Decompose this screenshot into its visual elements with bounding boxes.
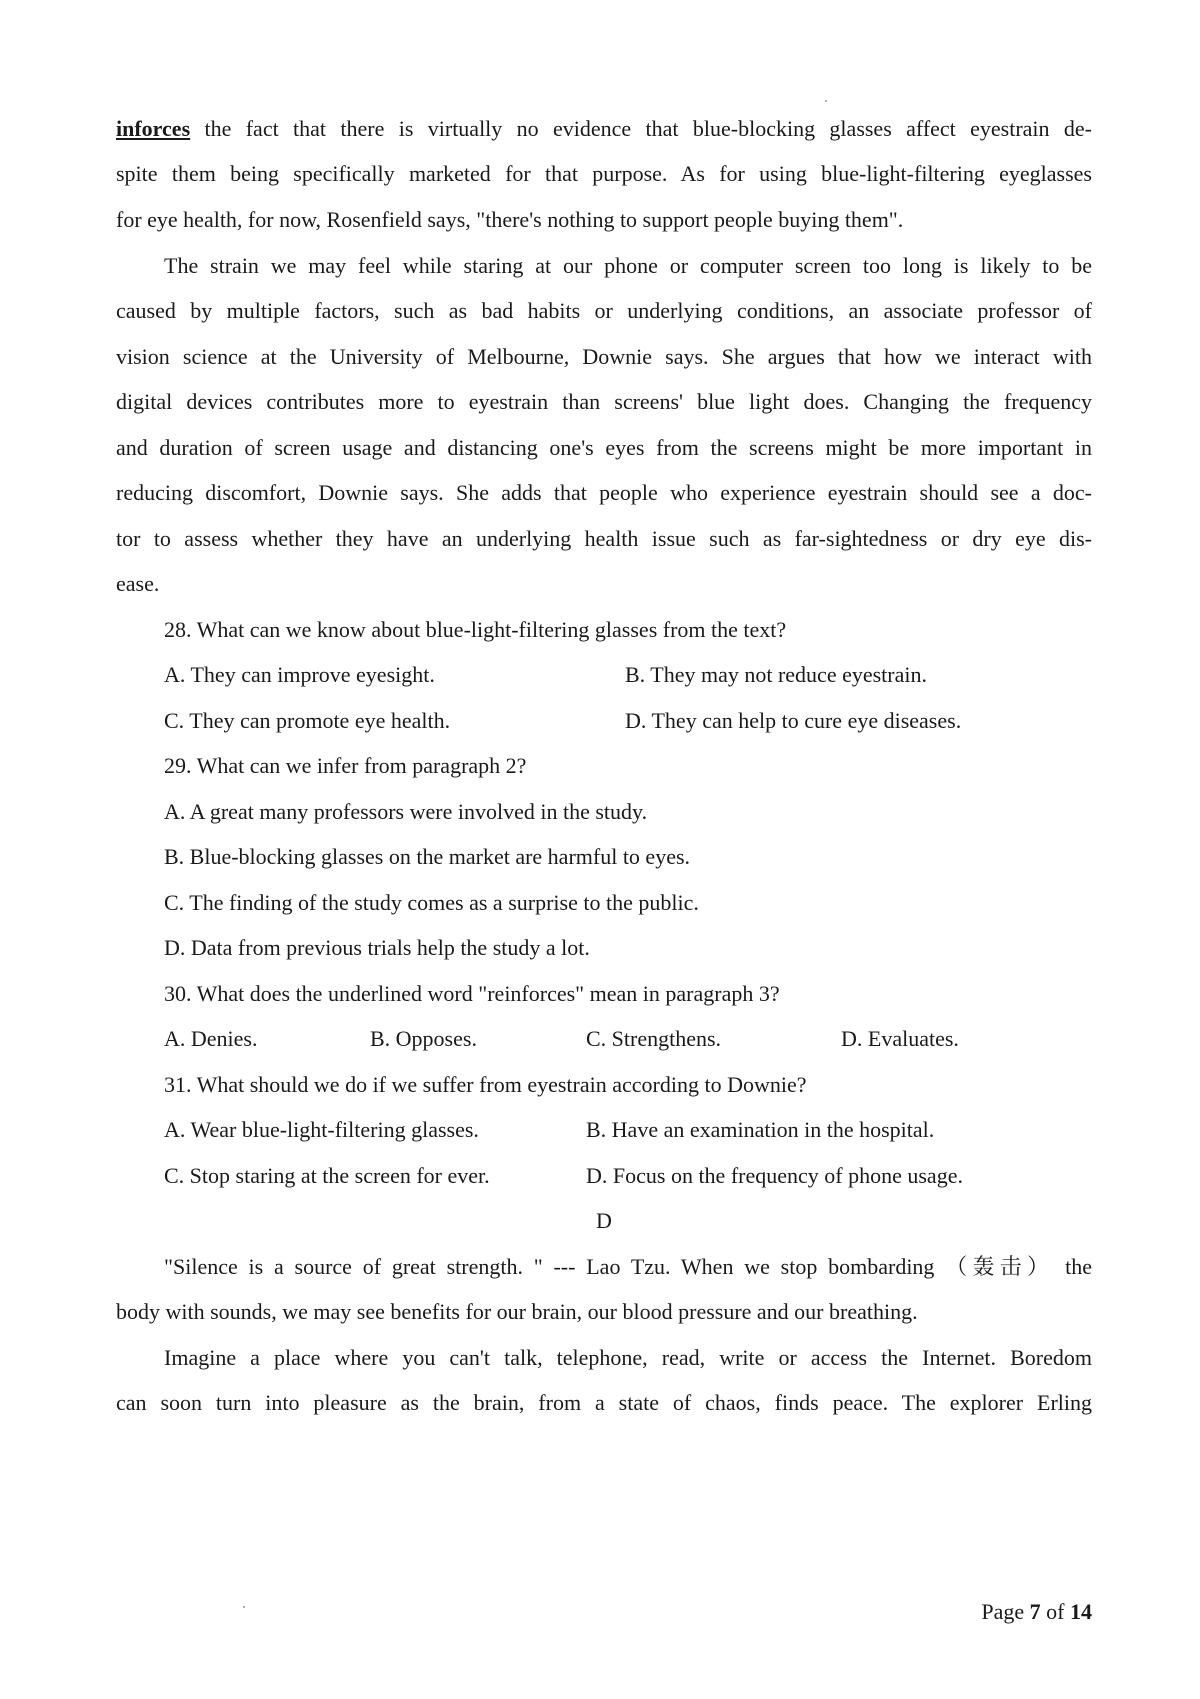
paragraph-line: tor to assess whether they have an underlying health issue such as far-sightedness or dry eye dis- (116, 526, 1092, 551)
paragraph-line: for eye health, for now, Rosenfield says, "there's nothing to support people buying them". (116, 207, 904, 232)
section-heading: D (596, 1208, 612, 1233)
page-label: Page (981, 1599, 1030, 1624)
paragraph-line: reducing discomfort, Downie says. She adds that people who experience eyestrain should see a doc- (116, 480, 1092, 505)
current-page: 7 (1029, 1599, 1041, 1624)
q29-option-a: A. A great many professors were involved in the study. (164, 799, 648, 824)
q29-option-c: C. The finding of the study comes as a surprise to the public. (164, 890, 699, 915)
q30-option-d: D. Evaluates. (841, 1026, 959, 1051)
paragraph-line: spite them being specifically marketed for that purpose. As for using blue-light-filtering eyeglasses (116, 161, 1092, 186)
paragraph-line: ease. (116, 571, 160, 596)
q31-option-d: D. Focus on the frequency of phone usage. (586, 1163, 963, 1188)
paragraph-line: and duration of screen usage and distancing one's eyes from the screens might be more important in (116, 435, 1092, 460)
question-30: 30. What does the underlined word "reinforces" mean in paragraph 3? (164, 981, 780, 1006)
q31-option-b: B. Have an examination in the hospital. (586, 1117, 935, 1142)
paragraph-line: body with sounds, we may see benefits for our brain, our blood pressure and our breathing. (116, 1299, 918, 1324)
q28-option-d: D. They can help to cure eye diseases. (625, 708, 962, 733)
paragraph-line: The strain we may feel while staring at our phone or computer screen too long is likely to be (164, 253, 1092, 278)
q29-option-d: D. Data from previous trials help the study a lot. (164, 935, 590, 960)
q28-option-b: B. They may not reduce eyestrain. (625, 662, 927, 687)
paragraph-line: digital devices contributes more to eyestrain than screens' blue light does. Changing the frequency (116, 389, 1092, 414)
paragraph-line: vision science at the University of Melbourne, Downie says. She argues that how we interact with (116, 344, 1092, 369)
paragraph-line: caused by multiple factors, such as bad habits or underlying conditions, an associate professor of (116, 298, 1092, 323)
q30-option-c: C. Strengthens. (586, 1026, 722, 1051)
underlined-word: inforces (116, 116, 191, 141)
scan-speck (243, 1606, 245, 1608)
question-28: 28. What can we know about blue-light-filtering glasses from the text? (164, 617, 787, 642)
q29-option-b: B. Blue-blocking glasses on the market are harmful to eyes. (164, 844, 691, 869)
paragraph-line: "Silence is a source of great strength. " --- Lao Tzu. When we stop bombarding （轰击） the (164, 1254, 1092, 1279)
q28-option-a: A. They can improve eyesight. (164, 662, 435, 687)
page-number (981, 1597, 1092, 1627)
paragraph-line (116, 114, 1092, 144)
paragraph-text: the fact that there is virtually no evidence that blue-blocking glasses affect eyestrain de- (190, 116, 1092, 141)
question-31: 31. What should we do if we suffer from eyestrain according to Downie? (164, 1072, 807, 1097)
question-29: 29. What can we infer from paragraph 2? (164, 753, 527, 778)
total-pages: 14 (1070, 1599, 1092, 1624)
q30-option-a: A. Denies. (164, 1026, 258, 1051)
q28-option-c: C. They can promote eye health. (164, 708, 451, 733)
q31-option-a: A. Wear blue-light-filtering glasses. (164, 1117, 479, 1142)
scan-speck (825, 100, 827, 102)
q30-option-b: B. Opposes. (370, 1026, 477, 1051)
q31-option-c: C. Stop staring at the screen for ever. (164, 1163, 490, 1188)
paragraph-line: can soon turn into pleasure as the brain, from a state of chaos, finds peace. The explorer Erling (116, 1390, 1092, 1415)
paragraph-line: Imagine a place where you can't talk, telephone, read, write or access the Internet. Boredom (164, 1345, 1092, 1370)
of-label: of (1040, 1599, 1070, 1624)
